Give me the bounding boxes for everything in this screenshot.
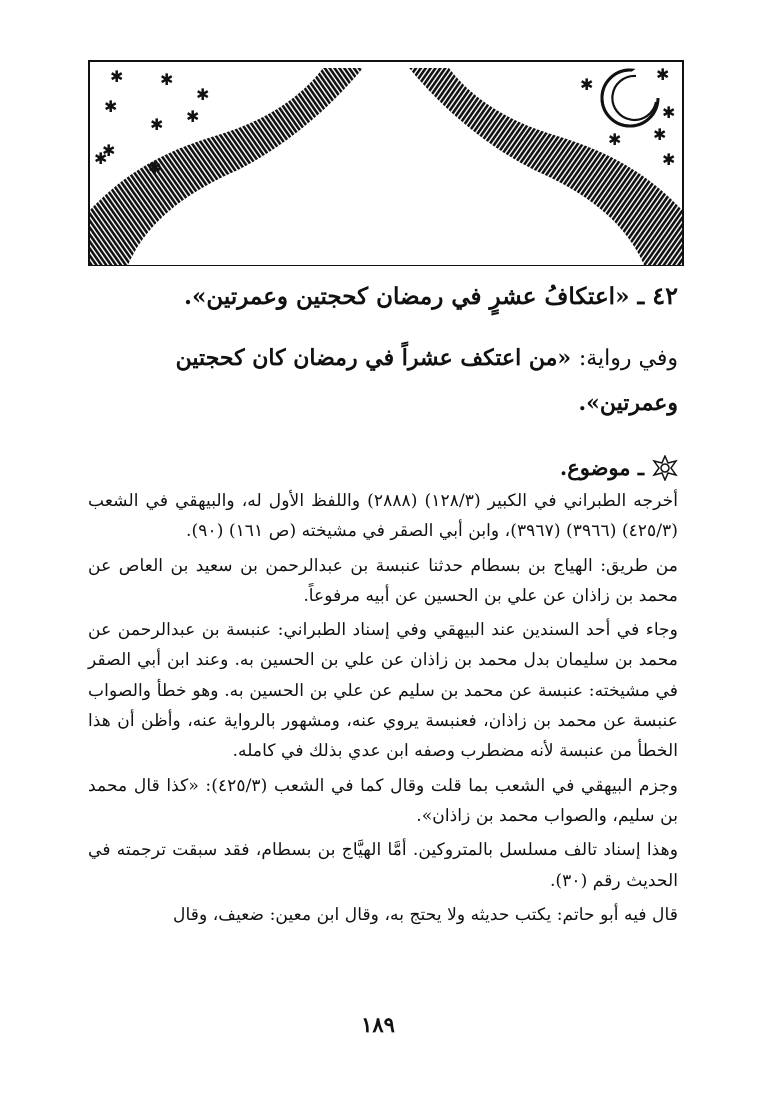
- svg-text:✱: ✱: [102, 141, 116, 160]
- body-paragraph: قال فيه أبو حاتم: يكتب حديثه ولا يحتج به، وقال ابن معين: ضعيف، وقال: [173, 904, 678, 925]
- svg-text:✱: ✱: [160, 70, 174, 89]
- svg-text:✱: ✱: [196, 85, 210, 104]
- svg-text:✱: ✱: [662, 150, 676, 169]
- svg-text:✱: ✱: [653, 125, 667, 144]
- hadith-variant: [88, 336, 678, 425]
- variant-text: «من اعتكف عشراً في رمضان كان كحجتين وعمرتين».: [175, 345, 678, 416]
- svg-text:✱: ✱: [150, 115, 164, 134]
- svg-text:✱: ✱: [94, 149, 108, 168]
- hadith-title-text: ـ «اعتكافُ عشرٍ في رمضان كحجتين وعمرتين».: [183, 283, 645, 310]
- header-illustration: [88, 60, 684, 266]
- ornament-icon: [652, 455, 678, 481]
- hadith-heading: [88, 276, 678, 317]
- svg-text:✱: ✱: [608, 130, 622, 149]
- body-paragraph: من طريق: الهياج بن بسطام حدثنا عنبسة بن عبدالرحمن بن سعيد بن العاص عن محمد بن زاذان عن علي بن الحسين عن أبيه مرفوعاً.: [88, 555, 678, 606]
- body-paragraph: وجزم البيهقي في الشعب بما قلت وقال كما في الشعب (٤٢٥/٣): «كذا قال محمد بن سليم، والصواب محمد بن زاذان».: [88, 775, 678, 826]
- svg-text:✱: ✱: [580, 75, 594, 94]
- hadith-number: ٤٢: [652, 281, 678, 310]
- svg-text:✱: ✱: [662, 103, 676, 122]
- body-paragraph: وهذا إسناد تالف مسلسل بالمتروكين. أمَّا الهيَّاج بن بسطام، فقد سبقت ترجمته في الحديث رقم (٣٠).: [88, 840, 678, 891]
- svg-text:✱: ✱: [104, 97, 118, 116]
- svg-text:✱: ✱: [148, 158, 162, 177]
- svg-text:✱: ✱: [656, 65, 670, 84]
- svg-text:✱: ✱: [186, 107, 200, 126]
- verdict-label: ـ موضوع.: [559, 455, 644, 480]
- variant-lead: وفي رواية:: [578, 346, 678, 371]
- svg-text:✱: ✱: [110, 67, 124, 86]
- body-paragraph: أخرجه الطبراني في الكبير (١٢٨/٣) (٢٨٨٨) واللفظ الأول له، والبيهقي في الشعب (٤٢٥/٣) (٣٩٦٦) (٣٩٦٧)، وابن أبي الصقر في مشيخته (ص ١٦١) (٩٠).: [88, 491, 679, 542]
- takhrij-body: [88, 486, 678, 934]
- page-number: ١٨٩: [361, 1012, 395, 1037]
- body-paragraph: وجاء في أحد السندين عند البيهقي وفي إسناد الطبراني: عنبسة بن عبدالرحمن عن محمد بن سليمان بدل محمد بن زاذان عن علي بن الحسين به. وعند ابن أبي الصقر في مشيخته: عنبسة عن محمد بن سليم عن علي بن الحسين به. وهو خطأ والصواب عنبسة عن محمد بن زاذان، فعنبسة يروي عنه، ومشهور بالرواية عنه، وأظن أن هذا الخطأ من عنبسة لأنه مضطرب وصفه ابن عدي بذلك في كامله.: [88, 620, 678, 762]
- hadith-verdict: [88, 450, 678, 486]
